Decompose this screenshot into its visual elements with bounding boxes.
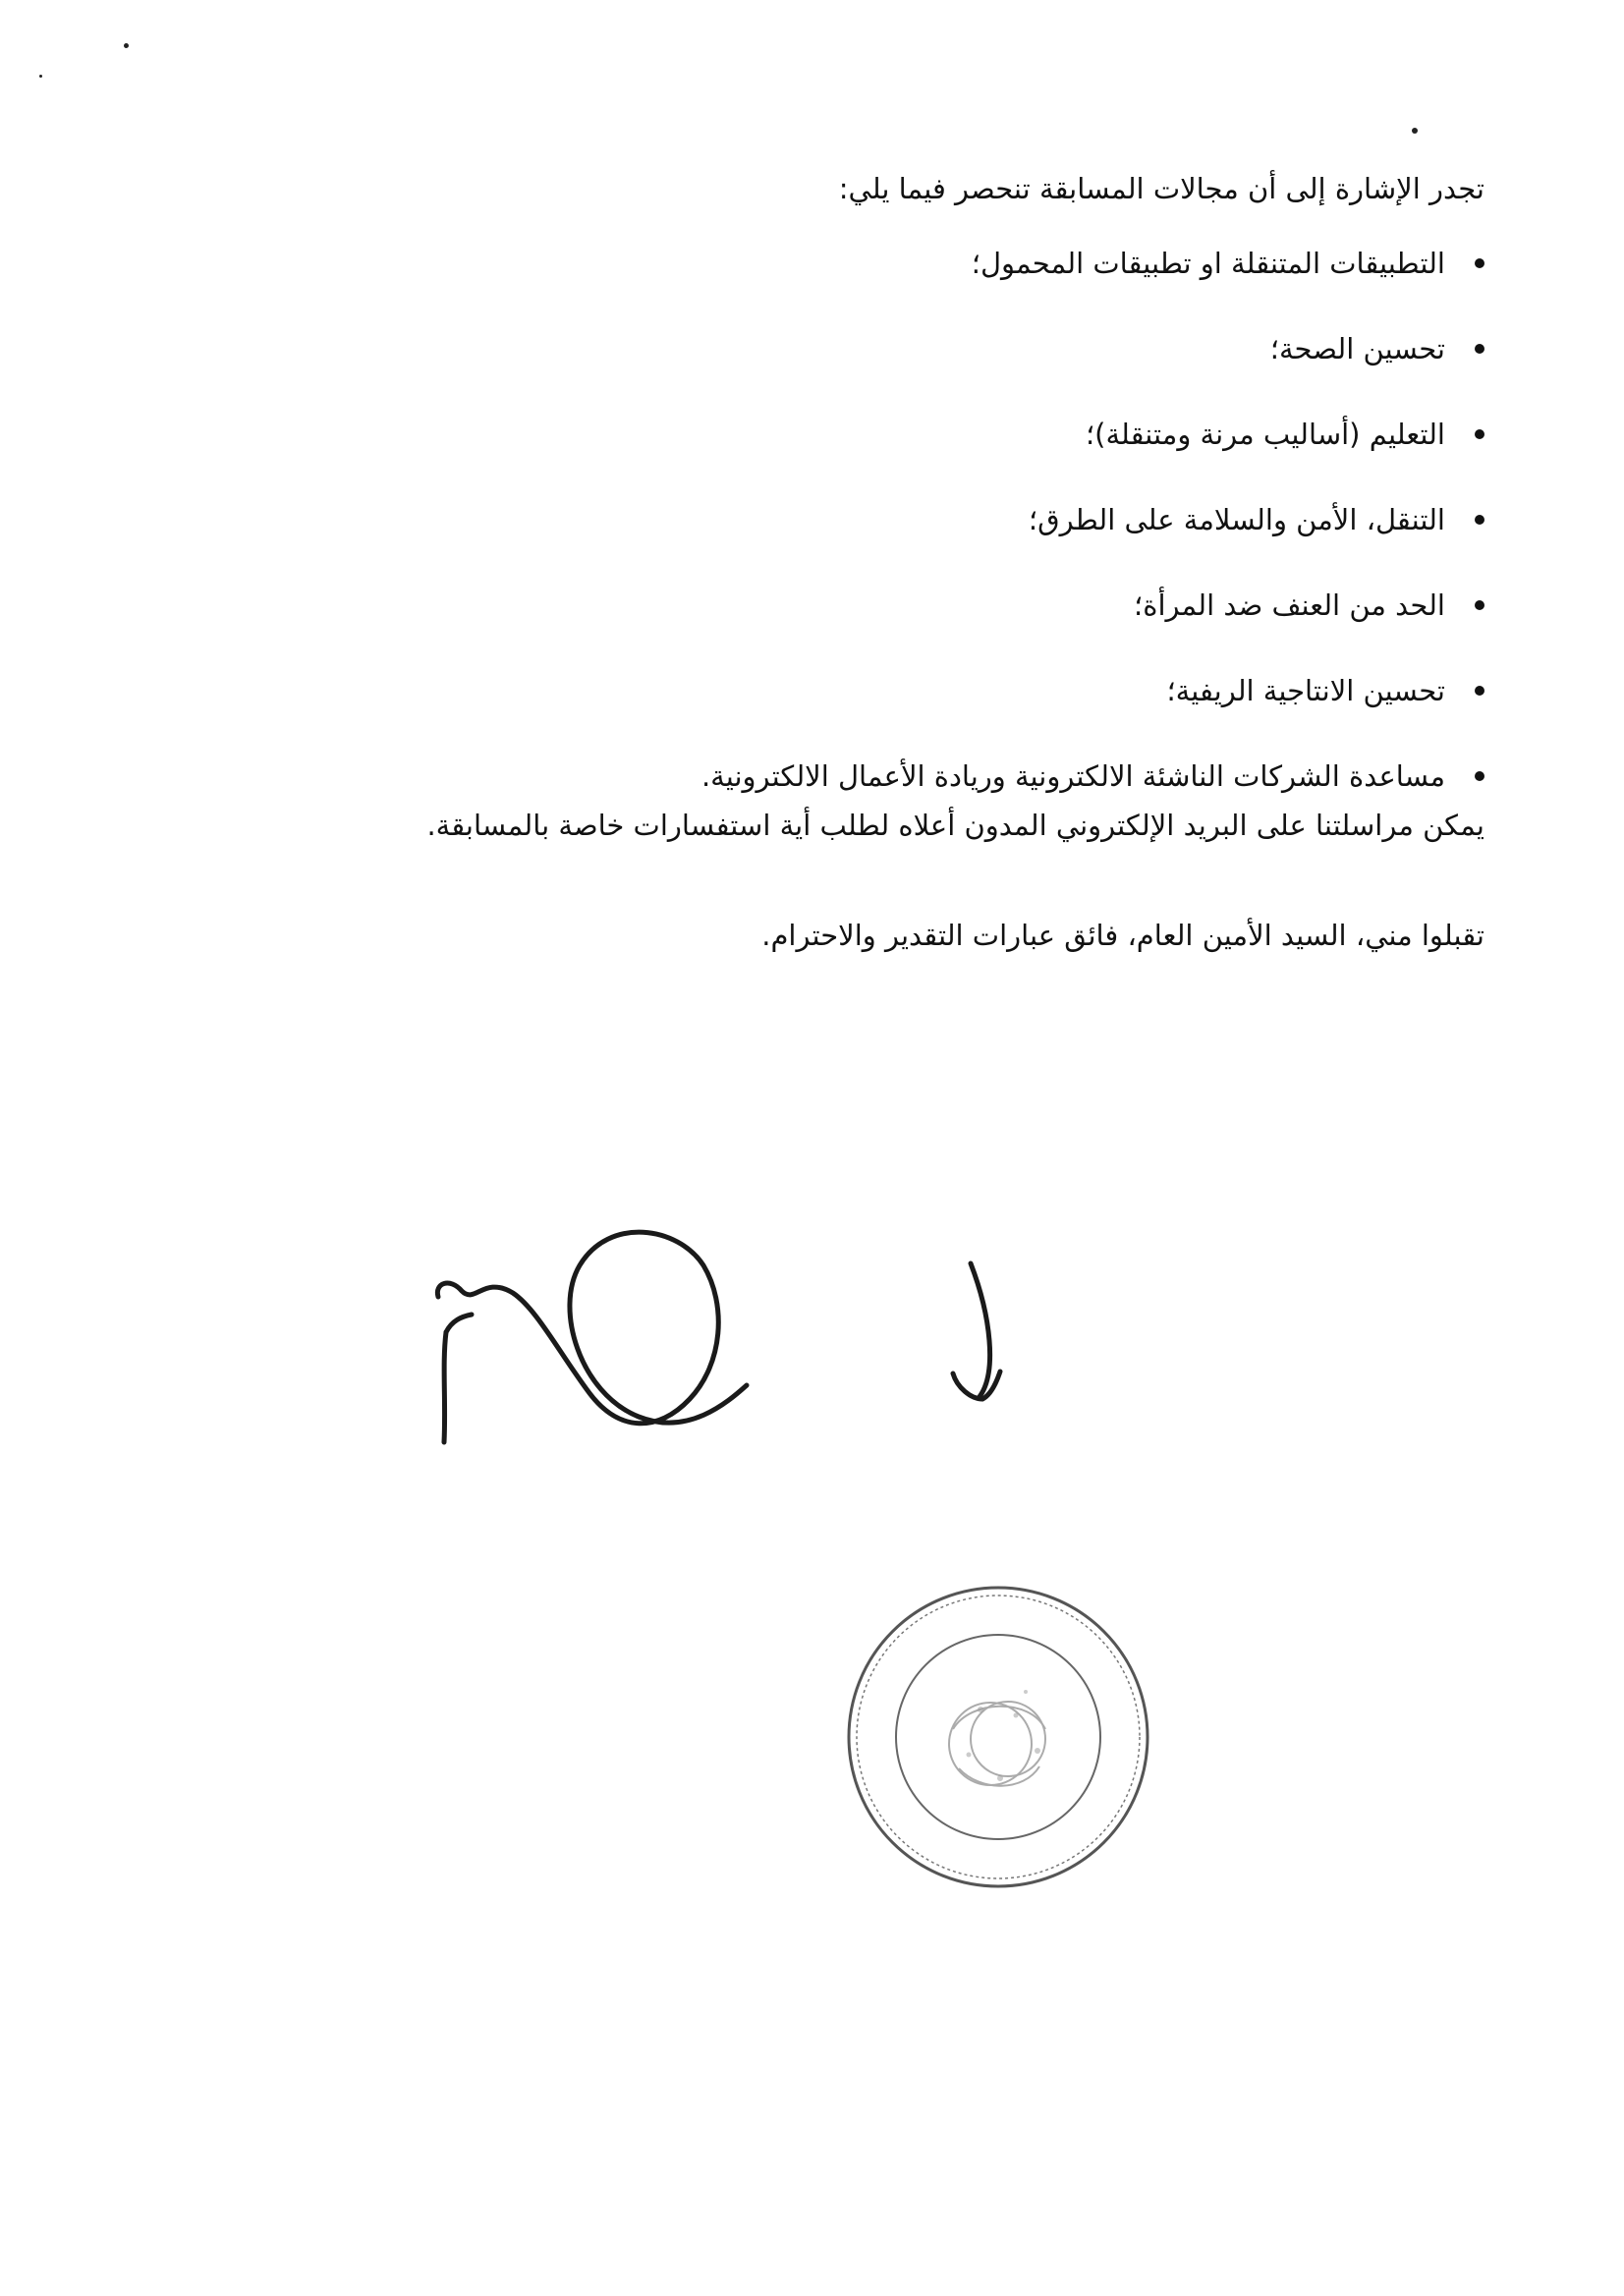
bullet-icon xyxy=(1475,344,1484,354)
scan-speck xyxy=(1412,128,1418,134)
intro-paragraph: تجدر الإشارة إلى أن مجالات المسابقة تنحصر فيما يلي: xyxy=(838,172,1484,205)
list-item-text: التطبيقات المتنقلة او تطبيقات المحمول؛ xyxy=(971,247,1445,280)
list-item-text: تحسين الانتاجية الريفية؛ xyxy=(1166,674,1445,707)
scan-speck xyxy=(124,43,129,48)
list-item xyxy=(701,244,1484,329)
official-stamp xyxy=(843,1582,1153,1892)
list-item xyxy=(701,500,1484,586)
bullet-icon xyxy=(1475,515,1484,525)
list-item xyxy=(701,586,1484,671)
list-item-text: التعليم (أساليب مرنة ومتنقلة)؛ xyxy=(1085,418,1445,451)
bullet-icon xyxy=(1475,600,1484,610)
bullet-icon xyxy=(1475,771,1484,781)
scan-speck xyxy=(39,75,42,78)
closing-paragraph: تقبلوا مني، السيد الأمين العام، فائق عبارات التقدير والاحترام. xyxy=(761,919,1484,952)
list-item-text: الحد من العنف ضد المرأة؛ xyxy=(1134,588,1445,622)
list-item xyxy=(701,329,1484,415)
contact-paragraph: يمكن مراسلتنا على البريد الإلكتروني المدون أعلاه لطلب أية استفسارات خاصة بالمسابقة. xyxy=(426,809,1484,842)
list-item-text: مساعدة الشركات الناشئة الالكترونية وريادة الأعمال الالكترونية. xyxy=(700,759,1445,793)
list-item xyxy=(701,671,1484,756)
domains-list xyxy=(701,244,1484,842)
list-item xyxy=(701,415,1484,500)
bullet-icon xyxy=(1475,258,1484,268)
list-item-text: تحسين الصحة؛ xyxy=(1269,332,1445,365)
bullet-icon xyxy=(1475,429,1484,439)
signature-image xyxy=(432,1206,1012,1501)
list-item-text: التنقل، الأمن والسلامة على الطرق؛ xyxy=(1028,503,1445,536)
bullet-icon xyxy=(1475,686,1484,696)
